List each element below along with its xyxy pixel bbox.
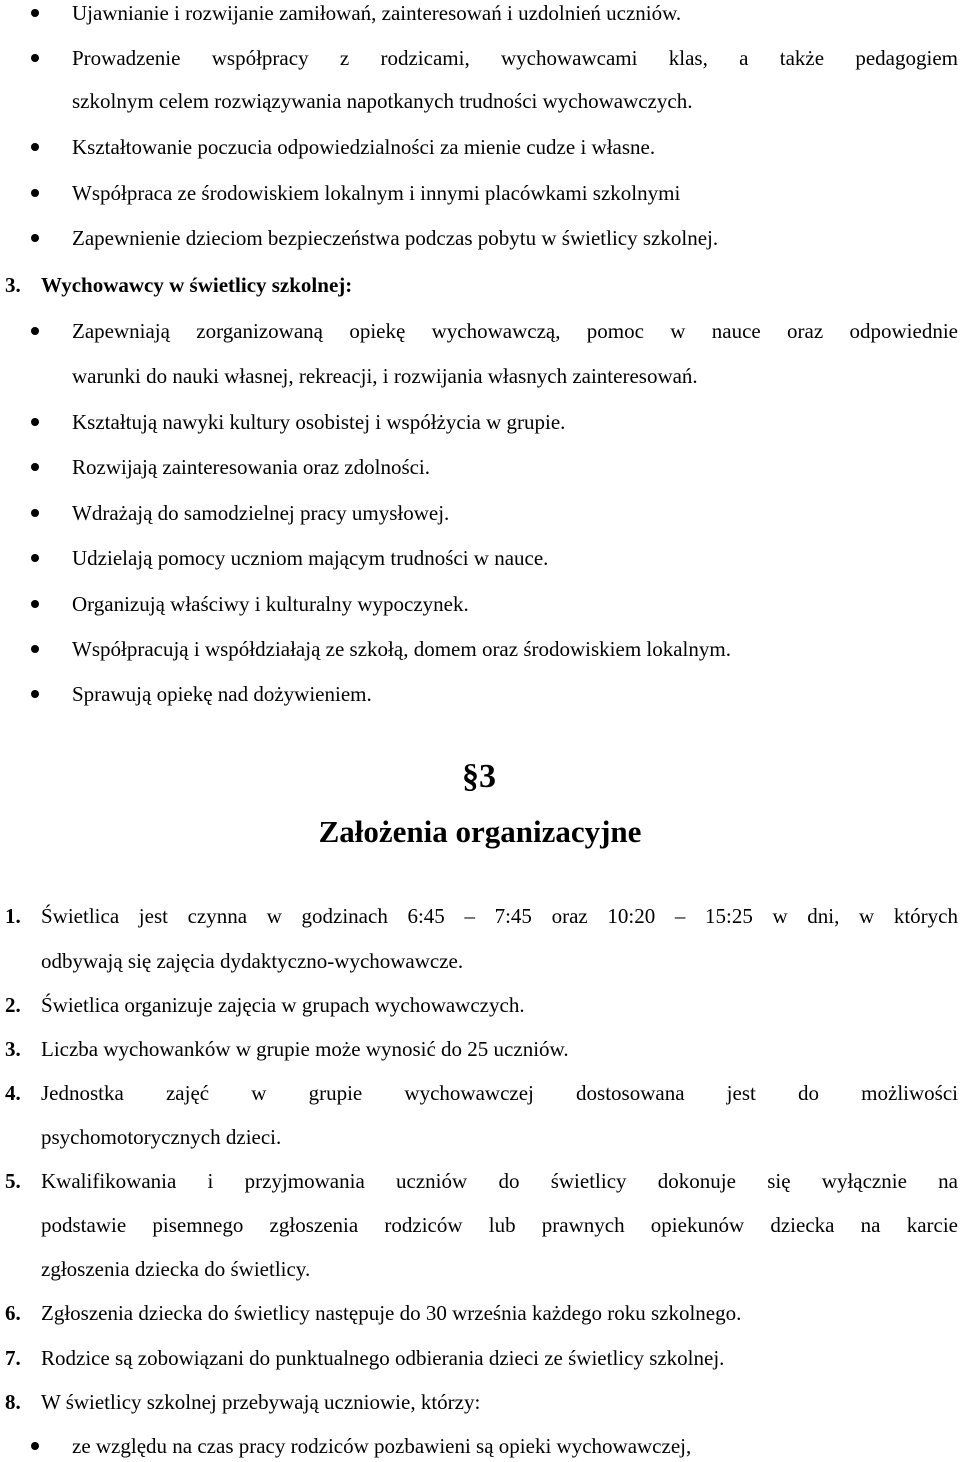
list-item <box>0 454 960 480</box>
item-number: 7. <box>5 1346 21 1370</box>
item-text: W świetlicy szkolnej przebywają uczniowie, którzy: <box>41 1390 481 1414</box>
numbered-item <box>0 1080 960 1106</box>
list-item-continuation <box>0 363 960 389</box>
bullet-icon <box>31 690 39 698</box>
bullet-icon <box>31 327 39 335</box>
bullet-icon <box>31 600 39 608</box>
bullet-icon <box>31 1442 39 1450</box>
list-item-text: Kształtowanie poczucia odpowiedzialności za mienie cudze i własne. <box>72 135 656 159</box>
item-number: 3. <box>5 1037 21 1061</box>
list-item <box>0 1433 960 1459</box>
numbered-item <box>0 1300 960 1326</box>
list-item-text: Kształtują nawyki kultury osobistej i współżycia w grupie. <box>72 410 566 434</box>
list-item-text: Rozwijają zainteresowania oraz zdolności. <box>72 455 431 479</box>
list-item-text: szkolnym celem rozwiązywania napotkanych trudności wychowawczych. <box>72 89 693 113</box>
bullet-icon <box>31 143 39 151</box>
numbered-item <box>0 992 960 1018</box>
list-item <box>0 500 960 526</box>
list-item <box>0 636 960 662</box>
paragraph-mark: §3 <box>462 758 496 795</box>
list-item-text: Zapewnienie dzieciom bezpieczeństwa podczas pobytu w świetlicy szkolnej. <box>72 226 719 250</box>
item-text: psychomotorycznych dzieci. <box>41 1125 282 1149</box>
numbered-item-continuation <box>0 1212 960 1238</box>
list-item-text: Udzielają pomocy uczniom mającym trudności w nauce. <box>72 546 549 570</box>
section-heading-text: Wychowawcy w świetlicy szkolnej: <box>41 273 353 297</box>
item-number: 1. <box>5 904 21 928</box>
item-number: 5. <box>5 1169 21 1193</box>
numbered-item <box>0 1168 960 1194</box>
list-item-text: Zapewniają zorganizowaną opiekę wychowawczą, pomoc w nauce oraz odpowiednie <box>72 319 958 343</box>
list-item-continuation <box>0 88 960 114</box>
bullet-icon <box>31 645 39 653</box>
item-text: Kwalifikowania i przyjmowania uczniów do świetlicy dokonuje się wyłącznie na <box>41 1169 958 1193</box>
list-item <box>0 318 960 344</box>
list-item <box>0 45 960 71</box>
list-item-text: Ujawnianie i rozwijanie zamiłowań, zainteresowań i uzdolnień uczniów. <box>72 1 682 25</box>
item-text: Świetlica jest czynna w godzinach 6:45 – 7:45 oraz 10:20 – 15:25 w dni, w których <box>41 904 958 928</box>
item-number: 4. <box>5 1081 21 1105</box>
list-item <box>0 0 960 26</box>
item-text: Rodzice są zobowiązani do punktualnego odbierania dzieci ze świetlicy szkolnej. <box>41 1346 725 1370</box>
item-number: 8. <box>5 1390 21 1414</box>
bullet-icon <box>31 54 39 62</box>
bullet-icon <box>31 554 39 562</box>
list-item <box>0 225 960 251</box>
bullet-icon <box>31 189 39 197</box>
section-heading <box>0 272 960 298</box>
list-item <box>0 591 960 617</box>
section-title: Założenia organizacyjne <box>318 814 642 849</box>
item-number: 6. <box>5 1301 21 1325</box>
bullet-icon <box>31 509 39 517</box>
item-text: odbywają się zajęcia dydaktyczno-wychowawcze. <box>41 949 464 973</box>
list-item-text: warunki do nauki własnej, rekreacji, i rozwijania własnych zainteresowań. <box>72 364 698 388</box>
item-text: Świetlica organizuje zajęcia w grupach wychowawczych. <box>41 993 525 1017</box>
bullet-icon <box>31 234 39 242</box>
list-item-text: Współpracują i współdziałają ze szkołą, domem oraz środowiskiem lokalnym. <box>72 637 731 661</box>
list-item-text: Współpraca ze środowiskiem lokalnym i innymi placówkami szkolnymi <box>72 181 681 205</box>
numbered-item-continuation <box>0 1256 960 1282</box>
list-item-text: Organizują właściwy i kulturalny wypoczynek. <box>72 592 469 616</box>
list-item <box>0 545 960 571</box>
list-item <box>0 409 960 435</box>
item-number: 2. <box>5 993 21 1017</box>
numbered-item <box>0 903 960 929</box>
numbered-item <box>0 1036 960 1062</box>
list-item <box>0 681 960 707</box>
section-number: 3. <box>5 273 21 297</box>
numbered-item-continuation <box>0 1124 960 1150</box>
numbered-item-continuation <box>0 948 960 974</box>
bullet-icon <box>31 463 39 471</box>
list-item-text: ze względu na czas pracy rodziców pozbawieni są opieki wychowawczej, <box>72 1434 692 1458</box>
item-text: Jednostka zajęć w grupie wychowawczej dostosowana jest do możliwości <box>41 1081 958 1105</box>
item-text: Liczba wychowanków w grupie może wynosić do 25 uczniów. <box>41 1037 569 1061</box>
list-item-text: Sprawują opiekę nad dożywieniem. <box>72 682 372 706</box>
numbered-item <box>0 1345 960 1371</box>
item-text: zgłoszenia dziecka do świetlicy. <box>41 1257 311 1281</box>
list-item-text: Wdrażają do samodzielnej pracy umysłowej. <box>72 501 450 525</box>
list-item-text: Prowadzenie współpracy z rodzicami, wychowawcami klas, a także pedagogiem <box>72 46 958 70</box>
list-item <box>0 134 960 160</box>
item-text: Zgłoszenia dziecka do świetlicy następuje do 30 września każdego roku szkolnego. <box>41 1301 742 1325</box>
bullet-icon <box>31 418 39 426</box>
numbered-item <box>0 1389 960 1415</box>
item-text: podstawie pisemnego zgłoszenia rodziców lub prawnych opiekunów dziecka na karcie <box>41 1213 958 1237</box>
bullet-icon <box>31 9 39 17</box>
list-item <box>0 180 960 206</box>
